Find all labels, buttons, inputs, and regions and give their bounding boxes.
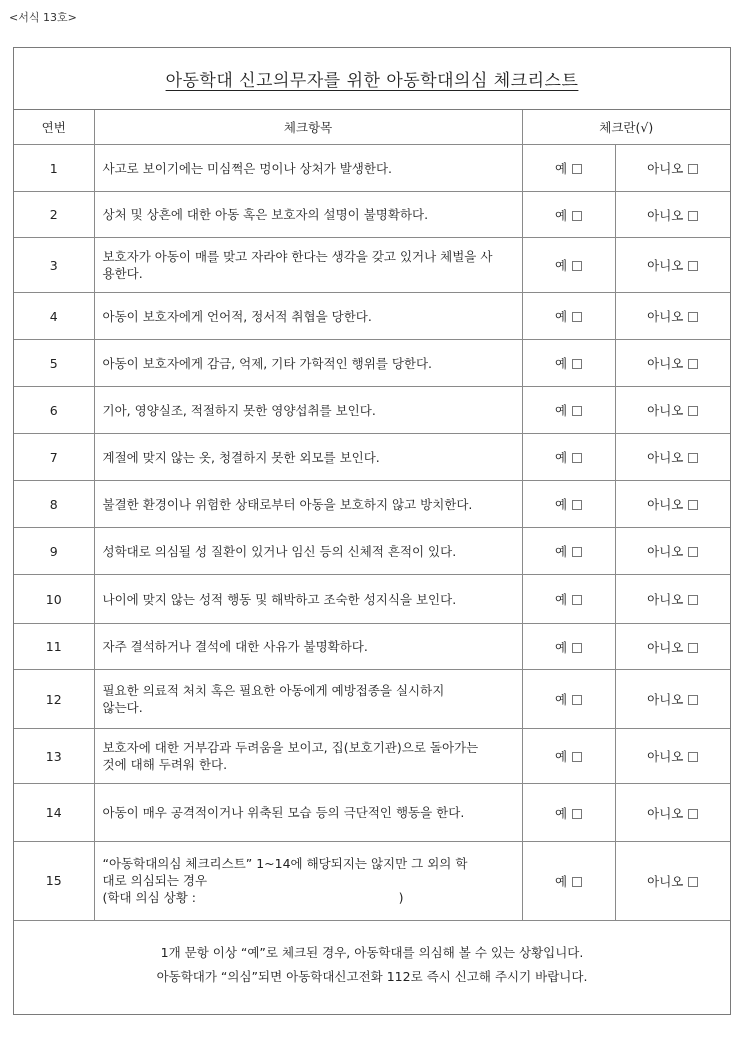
row-number: 11	[14, 624, 94, 670]
yes-option	[522, 624, 615, 670]
no-checkbox[interactable]	[688, 211, 698, 221]
yes-option	[522, 784, 615, 842]
yes-option	[522, 481, 615, 528]
check-item-text	[94, 238, 522, 293]
row-number: 9	[14, 528, 94, 575]
abuse-situation-field[interactable]: (학대 의심 상황 : )	[102, 890, 404, 906]
no-option	[615, 729, 730, 784]
row-number: 12	[14, 670, 94, 729]
no-option	[615, 387, 730, 434]
no-option	[615, 434, 730, 481]
yes-checkbox[interactable]	[572, 595, 582, 605]
footer-note	[14, 920, 730, 1010]
row-number: 13	[14, 729, 94, 784]
header-row	[14, 110, 730, 145]
no-option	[615, 670, 730, 729]
check-item-text	[94, 670, 522, 729]
table-row	[14, 293, 730, 340]
check-item-text	[94, 481, 522, 528]
check-item-text	[94, 387, 522, 434]
no-option-label: 아니오	[647, 309, 684, 324]
no-option-label: 아니오	[647, 749, 684, 764]
row-number: 2	[14, 192, 94, 238]
yes-option-label: 예	[554, 544, 568, 559]
yes-option-label: 예	[554, 639, 568, 655]
form-number: <서식 13호>	[9, 11, 77, 24]
no-checkbox[interactable]	[688, 261, 698, 271]
yes-checkbox[interactable]	[572, 211, 582, 221]
table-row	[14, 784, 730, 842]
no-checkbox[interactable]	[688, 312, 698, 322]
no-checkbox[interactable]	[688, 643, 698, 653]
yes-checkbox[interactable]	[572, 453, 582, 463]
row-number: 7	[14, 434, 94, 481]
check-item-text	[94, 293, 522, 340]
header-check: 체크란(√)	[522, 110, 730, 145]
footer-line-1: 1개 문항 이상 “예”로 체크된 경우, 아동학대를 의심해 볼 수 있는 상황입니다.	[160, 945, 584, 960]
table-row	[14, 729, 730, 784]
no-option	[615, 528, 730, 575]
yes-option-label: 예	[554, 692, 568, 707]
no-option-label: 아니오	[647, 639, 684, 655]
no-option-label: 아니오	[647, 592, 684, 607]
check-item-line: 계절에 맞지 않는 옷, 청결하지 못한 외모를 보인다.	[102, 449, 380, 465]
no-option	[615, 624, 730, 670]
header-no: 연번	[14, 110, 94, 145]
page-title: 아동학대 신고의무자를 위한 아동학대의심 체크리스트	[165, 71, 579, 91]
check-item-line: “아동학대의심 체크리스트” 1~14에 해당되지는 않지만 그 외의 학	[102, 856, 468, 872]
no-checkbox[interactable]	[688, 164, 698, 174]
yes-checkbox[interactable]	[572, 406, 582, 416]
table-row	[14, 434, 730, 481]
check-item-text	[94, 192, 522, 238]
yes-option	[522, 192, 615, 238]
yes-option	[522, 528, 615, 575]
check-item-line: 성학대로 의심될 성 질환이 있거나 임신 등의 신체적 흔적이 있다.	[102, 543, 457, 559]
no-option-label: 아니오	[647, 544, 684, 559]
check-item-text	[94, 784, 522, 842]
table-row	[14, 528, 730, 575]
table-row	[14, 624, 730, 670]
table-row	[14, 238, 730, 293]
table-row	[14, 145, 730, 192]
yes-option-label: 예	[554, 805, 568, 821]
no-option	[615, 575, 730, 624]
yes-option	[522, 434, 615, 481]
no-option	[615, 145, 730, 192]
no-checkbox[interactable]	[688, 500, 698, 510]
row-number: 5	[14, 340, 94, 387]
check-item-text	[94, 145, 522, 192]
no-option	[615, 293, 730, 340]
yes-checkbox[interactable]	[572, 359, 582, 369]
no-option-label: 아니오	[647, 403, 684, 418]
check-item-line: 사고로 보이기에는 미심쩍은 멍이나 상처가 발생한다.	[102, 160, 392, 176]
check-item-line: 기아, 영양실조, 적절하지 못한 영양섭취를 보인다.	[102, 402, 376, 418]
yes-checkbox[interactable]	[572, 164, 582, 174]
checklist-sheet	[13, 47, 731, 1015]
row-number: 4	[14, 293, 94, 340]
yes-option-label: 예	[554, 873, 568, 889]
table-row	[14, 192, 730, 238]
no-checkbox[interactable]	[688, 809, 698, 819]
yes-checkbox[interactable]	[572, 261, 582, 271]
no-checkbox[interactable]	[688, 752, 698, 762]
yes-option-label: 예	[554, 450, 568, 465]
yes-option-label: 예	[554, 749, 568, 764]
yes-option	[522, 238, 615, 293]
check-item-text	[94, 729, 522, 784]
yes-checkbox[interactable]	[572, 695, 582, 705]
no-option	[615, 784, 730, 842]
table-row	[14, 842, 730, 920]
row-number: 1	[14, 145, 94, 192]
table-row	[14, 575, 730, 624]
no-option-label: 아니오	[647, 450, 684, 465]
check-item-line: 보호자에 대한 거부감과 두려움을 보이고, 집(보호기관)으로 돌아가는	[102, 740, 479, 755]
yes-checkbox[interactable]	[572, 547, 582, 557]
no-option-label: 아니오	[647, 497, 684, 512]
check-item-line: 아동이 보호자에게 감금, 억제, 기타 가학적인 행위를 당한다.	[102, 355, 433, 371]
yes-option	[522, 145, 615, 192]
check-item-line: 필요한 의료적 처치 혹은 필요한 아동에게 예방접종을 실시하지	[102, 683, 445, 698]
table-row	[14, 481, 730, 528]
check-item-text	[94, 575, 522, 624]
check-item-line: 않는다.	[102, 700, 143, 715]
no-option	[615, 192, 730, 238]
yes-checkbox[interactable]	[572, 809, 582, 819]
row-number: 3	[14, 238, 94, 293]
table-row	[14, 387, 730, 434]
check-item-text	[94, 624, 522, 670]
header-item: 체크항목	[94, 110, 522, 145]
yes-option-label: 예	[554, 592, 568, 607]
row-number: 6	[14, 387, 94, 434]
no-checkbox[interactable]	[688, 877, 698, 887]
yes-option	[522, 575, 615, 624]
title-row	[14, 48, 730, 110]
no-option-label: 아니오	[647, 692, 684, 707]
table-row	[14, 340, 730, 387]
no-checkbox[interactable]	[688, 547, 698, 557]
no-option-label: 아니오	[647, 161, 684, 176]
no-option-label: 아니오	[647, 207, 684, 223]
yes-option	[522, 842, 615, 920]
no-option-label: 아니오	[647, 258, 684, 273]
no-checkbox[interactable]	[688, 359, 698, 369]
yes-option-label: 예	[554, 207, 568, 223]
yes-option	[522, 387, 615, 434]
check-item-line: 아동이 보호자에게 언어적, 정서적 취협을 당한다.	[102, 308, 372, 324]
yes-checkbox[interactable]	[572, 500, 582, 510]
no-option-label: 아니오	[647, 805, 684, 821]
yes-option-label: 예	[554, 497, 568, 512]
no-option	[615, 481, 730, 528]
check-item-line: 아동이 매우 공격적이거나 위축된 모습 등의 극단적인 행동을 한다.	[102, 805, 465, 820]
check-item-text	[94, 528, 522, 575]
check-item-line: 용한다.	[102, 266, 143, 281]
check-item-line: 자주 결석하거나 결석에 대한 사유가 불명확하다.	[102, 639, 368, 654]
checklist-table	[14, 110, 730, 920]
table-row	[14, 670, 730, 729]
no-option-label: 아니오	[647, 356, 684, 371]
no-checkbox[interactable]	[688, 453, 698, 463]
yes-checkbox[interactable]	[572, 877, 582, 887]
yes-option	[522, 293, 615, 340]
yes-option	[522, 670, 615, 729]
no-option	[615, 340, 730, 387]
check-item-line: 상처 및 상흔에 대한 아동 혹은 보호자의 설명이 불명확하다.	[102, 207, 429, 222]
row-number: 10	[14, 575, 94, 624]
yes-checkbox[interactable]	[572, 643, 582, 653]
yes-option-label: 예	[554, 258, 568, 273]
yes-checkbox[interactable]	[572, 752, 582, 762]
no-checkbox[interactable]	[688, 595, 698, 605]
row-number: 8	[14, 481, 94, 528]
no-option	[615, 238, 730, 293]
no-checkbox[interactable]	[688, 406, 698, 416]
yes-option-label: 예	[554, 403, 568, 418]
row-number: 15	[14, 842, 94, 920]
check-item-line: 것에 대해 두려워 한다.	[102, 757, 228, 772]
yes-checkbox[interactable]	[572, 312, 582, 322]
yes-option-label: 예	[554, 161, 568, 176]
check-item-line: 나이에 맞지 않는 성적 행동 및 해박하고 조숙한 성지식을 보인다.	[102, 591, 457, 607]
yes-option	[522, 729, 615, 784]
check-item-text	[94, 434, 522, 481]
check-item-line: 대로 의심되는 경우	[102, 873, 208, 889]
checklist-rows	[14, 145, 730, 920]
no-checkbox[interactable]	[688, 695, 698, 705]
yes-option-label: 예	[554, 356, 568, 371]
row-number: 14	[14, 784, 94, 842]
check-item-line: 불결한 환경이나 위험한 상태로부터 아동을 보호하지 않고 방치한다.	[102, 496, 473, 512]
yes-option-label: 예	[554, 309, 568, 324]
no-option	[615, 842, 730, 920]
check-item-text	[94, 340, 522, 387]
yes-option	[522, 340, 615, 387]
no-option-label: 아니오	[647, 873, 684, 889]
check-item-text	[94, 842, 522, 920]
footer-line-2: 아동학대가 “의심”되면 아동학대신고전화 112로 즉시 신고해 주시기 바랍니다.	[156, 969, 588, 984]
check-item-line: 보호자가 아동이 매를 맞고 자라야 한다는 생각을 갖고 있거나 체벌을 사	[102, 249, 493, 264]
